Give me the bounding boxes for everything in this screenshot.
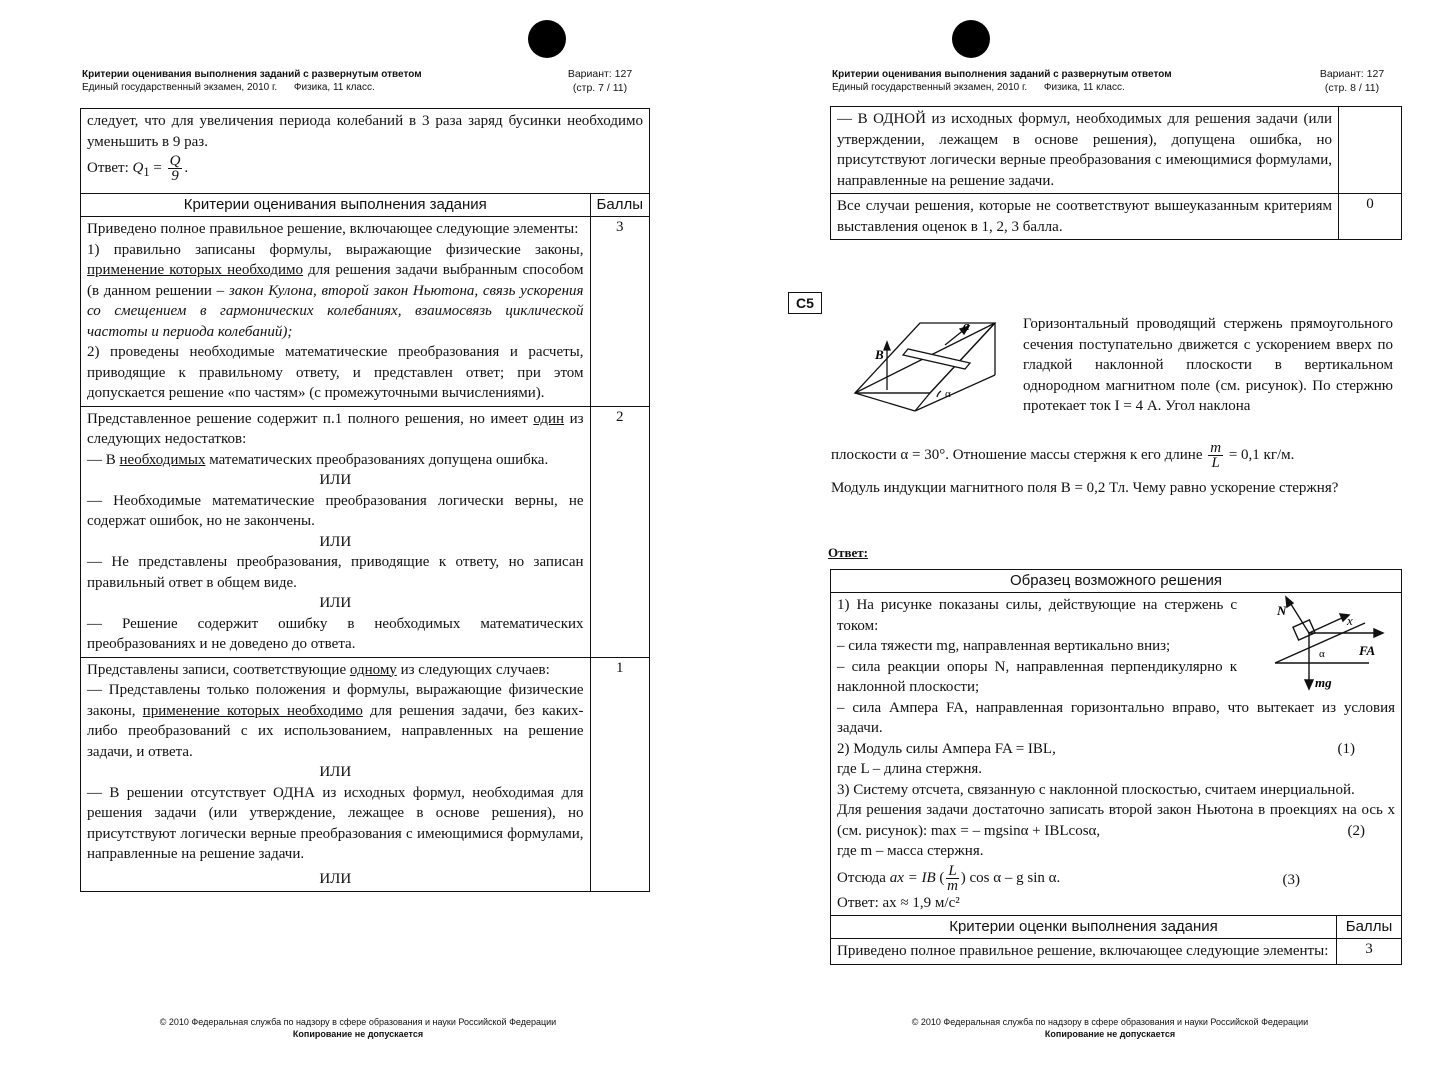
page-header	[82, 68, 422, 94]
svg-text:x: x	[1347, 613, 1353, 628]
svg-text:N: N	[1277, 603, 1287, 618]
score-3: 3	[590, 217, 649, 407]
score-1: 1	[590, 657, 649, 892]
header-variant-block	[555, 67, 645, 95]
header-variant-block: Вариант: 127 (стр. 8 / 11)	[1319, 68, 1385, 94]
answer-label: Ответ:	[828, 545, 869, 560]
header-exam: Единый государственный экзамен, 2010 г.	[82, 82, 278, 93]
criteria-row-3: Приведено полное правильное решение, включающее следующие элементы: 1) правильно записаны формулы, выражающие физические законы, применение которых необходимо для решения задачи выбранным способом (в данном решении – закон Кулона, второй закон Ньютона, связь ускорения со смещением в гармонических колебаниях, взаимосвязь циклической частоты и периода колебаний); 2) проведены необходимые математические преобразования и расчеты, приводящие к правильному ответу, и представлен ответ; при этом допускается решение «по частям» (с промежуточными вычислениями). 3	[81, 217, 650, 407]
sample-solution-body: 1) На рисунке показаны силы, действующие на стержень с током: – сила тяжести mg, направленная вертикально вниз; – сила реакции опоры N, направленная перпендикулярно к наклонной плоскости; N x FA mg α – сила Ампера FA, направленная горизонтально вправо, что вытекает из условия задачи. 2) Модуль силы Ампера FA = IBL, (1) где L – длина стержня. 3) Систему отсчета, связанную с наклонной плоскостью, считаем инерциальной. Для решения задачи достаточно записать второй закон Ньютона в проекциях на ось x (см. рисунок): max = – mgsinα + IBLcosα, (2) где m – масса стержня. Отсюда ax = IB ( $\frac{L}{m}$ ) cos α – g sin α. (3) Ответ: ax ≈ 1,9 м/с²	[831, 593, 1402, 916]
criteria-header: Критерии оценивания выполнения задания	[81, 194, 591, 217]
label-a: a	[963, 318, 970, 333]
label-alpha: α	[945, 388, 951, 400]
score-2: 2	[590, 406, 649, 657]
page-header: Критерии оценивания выполнения заданий с развернутым ответом Единый государственный экзамен, 2010 г. Физика, 11 класс.	[832, 69, 1172, 93]
problem-line-2: плоскости α = 30°. Отношение массы стержня к его длине $\frac{m}{L}$ = 0,1 кг/м.	[831, 440, 1295, 471]
header-title: Критерии оценивания выполнения заданий с развернутым ответом	[82, 69, 422, 80]
svg-text:FA: FA	[1359, 643, 1376, 658]
answer-fraction: $\frac{Q}{9}$	[169, 153, 181, 184]
criteria-row-1: Представлены записи, соответствующие одному из следующих случаев: — Представлены только положения и формулы, выражающие физические законы, применение которых необходимо для решения задачи, без каких-либо преобразований с их использованием, направленных на решение задачи, и ответа. ИЛИ — В решении отсутствует ОДНА из исходных формул, необходимая для решения задачи (или утверждение, лежащее в основе решения), но присутствуют логически верные преобразования с имеющимися формулами, направленные на решение задачи. ИЛИ 1	[81, 657, 650, 892]
score-0: 0	[1339, 194, 1402, 240]
punch-hole-icon	[952, 20, 990, 58]
page-left	[0, 0, 721, 1079]
punch-hole-icon	[528, 20, 566, 58]
criteria-table	[80, 108, 650, 892]
task-label: C5	[788, 292, 822, 314]
problem-text: Горизонтальный проводящий стержень прямоугольного сечения поступательно движется с ускорением вверх по гладкой наклонной плоскости в вертикальном однородном магнитном поле (см. рисунок). По стержню протекает ток I = 4 А. Угол наклона	[1023, 316, 1393, 414]
svg-text:mg: mg	[1315, 675, 1332, 690]
mass-length-fraction: $\frac{m}{L}$	[1210, 440, 1222, 471]
label-B: B	[875, 347, 884, 362]
criteria-row-2: Представленное решение содержит п.1 полного решения, но имеет один из следующих недостатков: — В необходимых математических преобразованиях допущена ошибка. ИЛИ — Необходимые математические преобразования логически верны, не содержат ошибок, но не закончены. ИЛИ — Не представлены преобразования, приводящие к ответу, но записан правильный ответ в общем виде. ИЛИ — Решение содержит ошибку в необходимых математических преобразованиях и не доведено до ответа. 2	[81, 406, 650, 657]
criteria-table-continued: — В ОДНОЙ из исходных формул, необходимых для решения задачи (или утверждении, лежащем в основе решения), допущена ошибка, но присутствуют логически верные преобразования с имеющимися формулами, направленные на решение задачи. Все случаи решения, которые не соответствуют вышеуказанным критериям выставления оценок в 1, 2, 3 балла. 0	[830, 106, 1402, 240]
answer-line: Ответ: $Q_1$ = $\frac{Q}{9}$ .	[87, 153, 189, 184]
conclusion-text: следует, что для увеличения периода колебаний в 3 раза заряд бусинки необходимо уменьшить в 9 раз.	[87, 113, 643, 150]
solution-table: Образец возможного решения 1) На рисунке показаны силы, действующие на стержень с током: – сила тяжести mg, направленная вертикально вниз; – сила реакции опоры N, направленная перпендикулярно к наклонной плоскости; N x FA mg α – сила Ампера FA, направленная горизонтально вправо, что вытекает из условия задачи. 2) Модуль силы Ампера FA = IBL, (1) где L – длина стержня. 3) Систему отсчета, связанную с наклонной плоскостью, считаем инерциальной. Для решения задачи достаточно записать второй закон Ньютона в проекциях на ось x (см. рисунок): max = – mgsinα + IBLcosα, (2) где m – масса стержня. Отсюда ax = IB ( $\frac{L}{m}$ ) cos α – g sin α. (3) Ответ: ax ≈ 1,9 м/с² Критерии оценки выполнения задания Баллы Приведено полное правильное решение, включающее следующие элементы: 3	[830, 569, 1402, 965]
problem-question: Модуль индукции магнитного поля B = 0,2 Тл. Чему равно ускорение стержня?	[831, 480, 1339, 496]
svg-text:α: α	[1319, 648, 1325, 660]
force-diagram	[1269, 595, 1389, 693]
score-header: Баллы	[590, 194, 649, 217]
page-footer-right: © 2010 Федеральная служба по надзору в сфере образования и науки Российской Федерации Копирование не допускается	[911, 1017, 1309, 1039]
n-vector	[1289, 601, 1309, 633]
header-subject: Физика, 11 класс.	[293, 82, 375, 93]
header-variant: Вариант: 127	[567, 68, 633, 80]
header-page-number: (стр. 7 / 11)	[572, 82, 628, 94]
solution-conclusion	[81, 109, 650, 194]
incline-figure	[845, 315, 1020, 415]
page-footer: © 2010 Федеральная служба по надзору в сфере образования и науки Российской Федерации Копирование не допускается	[159, 1017, 557, 1039]
sample-solution-header: Образец возможного решения	[831, 570, 1402, 593]
